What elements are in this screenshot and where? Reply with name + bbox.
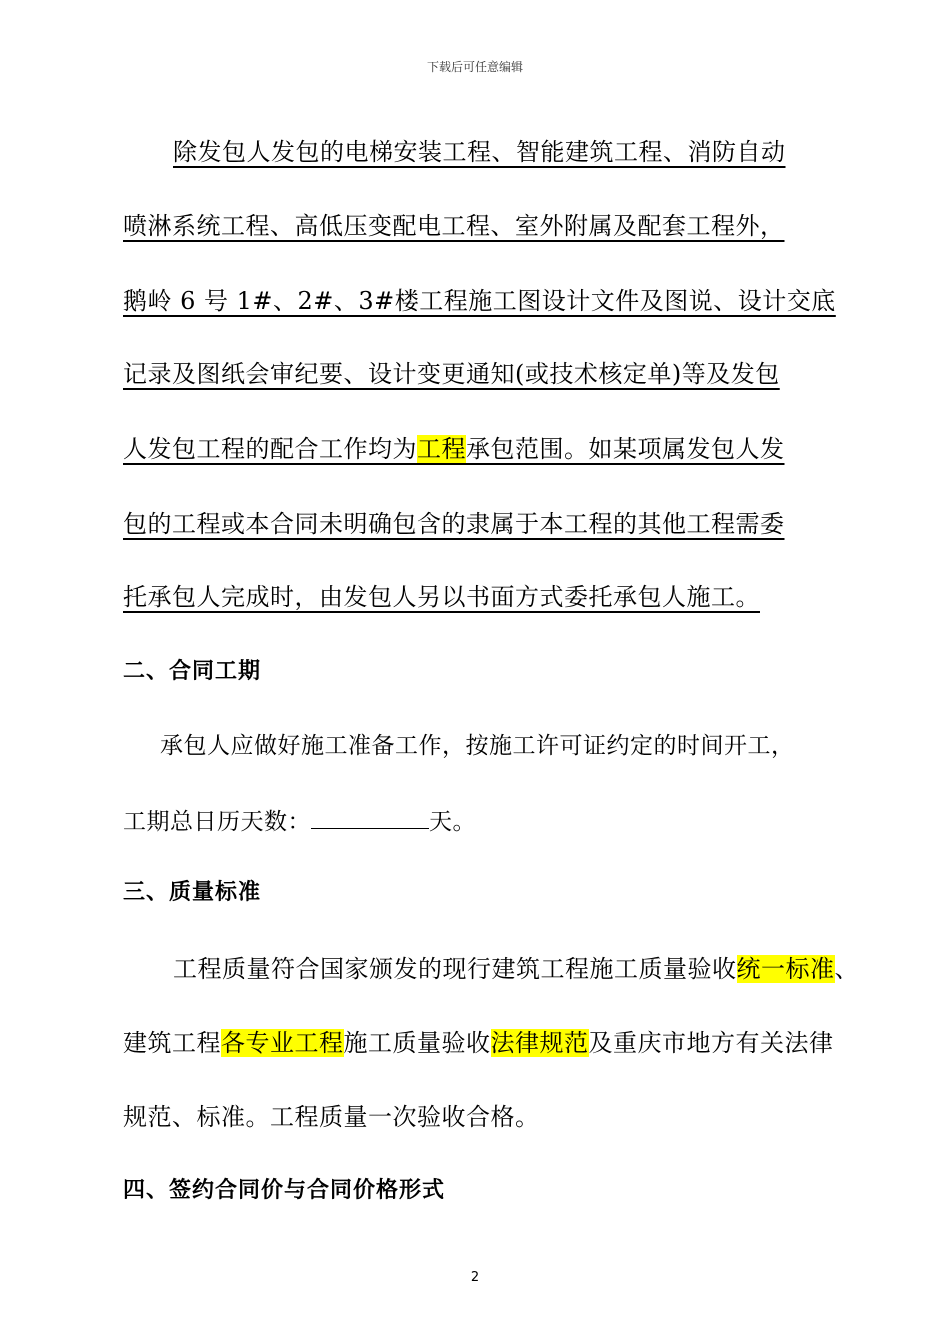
section-heading-contract-price: 四、签约合同价与合同价格形式 — [123, 1178, 446, 1203]
quality-line-3: 规范、标准。工程质量一次验收合格。 — [123, 1103, 540, 1131]
page-number: 2 — [470, 1270, 480, 1285]
scope-text-3: 鹅岭 6 号 1#、2#、3#楼工程施工图设计文件及图说、设计交底 — [123, 287, 836, 315]
quality-text-1b: 、 — [834, 955, 859, 983]
scope-line-7 — [123, 581, 760, 613]
page-header: 下载后可任意编辑 — [426, 60, 523, 74]
scope-line-6 — [123, 508, 785, 540]
quality-highlight-specialty: 各专业工程 — [221, 1029, 344, 1057]
scope-text-7: 托承包人完成时，由发包人另以书面方式委托承包人施工。 — [123, 583, 760, 611]
scope-line-5 — [123, 433, 785, 465]
scope-text-2: 喷淋系统工程、高低压变配电工程、室外附属及配套工程外， — [123, 212, 785, 240]
quality-line-1 — [173, 953, 859, 985]
quality-text-2c: 及重庆市地方有关法律 — [588, 1029, 834, 1057]
period-label: 工期总日历天数： — [123, 809, 311, 835]
scope-text-5b: 承包范围。如某项属发包人发 — [466, 435, 785, 463]
scope-highlight-project: 工程 — [417, 435, 466, 463]
days-blank-field — [311, 806, 429, 829]
quality-text-1a: 工程质量符合国家颁发的现行建筑工程施工质量验收 — [173, 955, 737, 983]
quality-text-2b: 施工质量验收 — [343, 1029, 491, 1057]
period-line-1: 承包人应做好施工准备工作，按施工许可证约定的时间开工， — [160, 733, 795, 759]
scope-line-2 — [123, 210, 785, 242]
scope-line-4 — [123, 358, 780, 390]
scope-text-1: 除发包人发包的电梯安装工程、智能建筑工程、消防自动 — [173, 138, 786, 166]
scope-text-6: 包的工程或本合同未明确包含的隶属于本工程的其他工程需委 — [123, 510, 785, 538]
period-line-2 — [123, 806, 476, 838]
section-heading-quality-standard: 三、质量标准 — [123, 880, 262, 905]
quality-text-2a: 建筑工程 — [123, 1029, 221, 1057]
scope-line-1 — [173, 136, 786, 168]
scope-text-4: 记录及图纸会审纪要、设计变更通知(或技术核定单)等及发包 — [123, 360, 780, 388]
quality-line-2 — [123, 1027, 834, 1059]
quality-highlight-unified-standard: 统一标准 — [736, 955, 835, 983]
section-heading-contract-period: 二、合同工期 — [123, 659, 262, 684]
scope-line-3 — [123, 285, 836, 317]
scope-text-5a: 人发包工程的配合工作均为 — [123, 435, 417, 463]
quality-highlight-legal-norms: 法律规范 — [490, 1029, 589, 1057]
days-unit: 天。 — [429, 809, 476, 835]
